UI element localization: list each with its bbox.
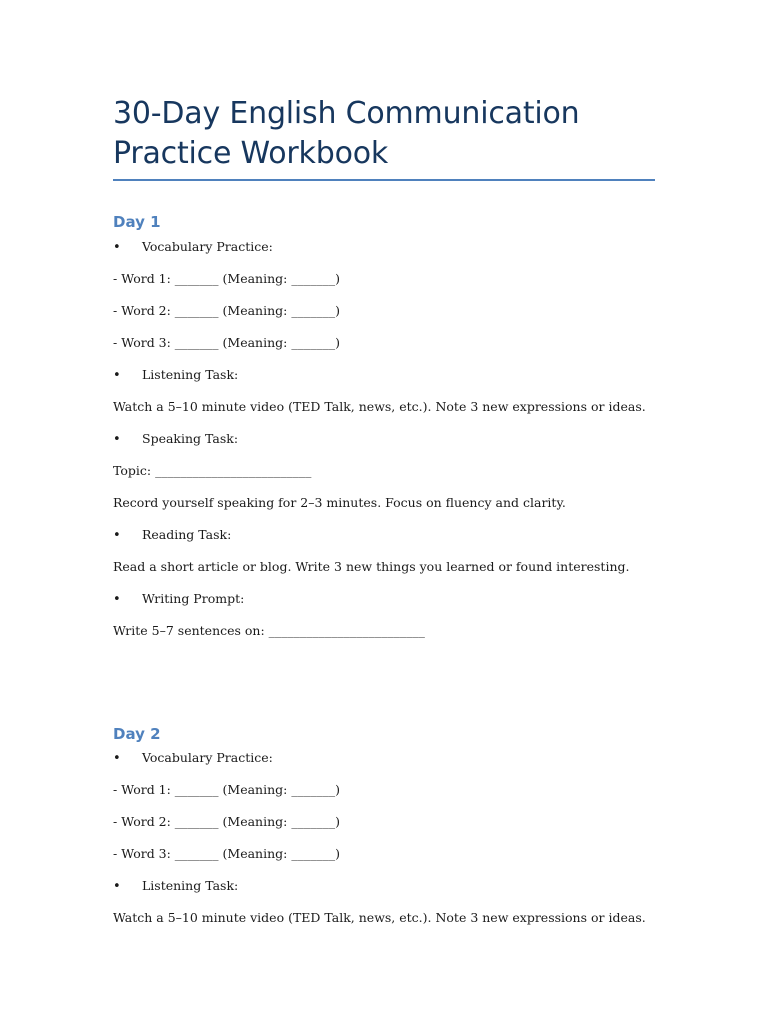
listening-label: Listening Task: bbox=[142, 878, 239, 893]
day-2-vocab-bullet bbox=[113, 750, 273, 767]
day-1-listening-text: Watch a 5–10 minute video (TED Talk, news, etc.). Note 3 new expressions or ideas. bbox=[113, 399, 646, 414]
day-1-heading: Day 1 bbox=[113, 213, 161, 231]
day-1-speaking-text: Record yourself speaking for 2–3 minutes. Focus on fluency and clarity. bbox=[113, 495, 566, 510]
day-2-listening-text: Watch a 5–10 minute video (TED Talk, news, etc.). Note 3 new expressions or ideas. bbox=[113, 910, 646, 925]
bullet-icon: • bbox=[113, 368, 121, 383]
day-1-listening-bullet bbox=[113, 367, 238, 384]
day-1-word-3: - Word 3: _______ (Meaning: _______) bbox=[113, 335, 340, 350]
day-2-listening-bullet bbox=[113, 878, 238, 895]
title-underline bbox=[113, 179, 655, 181]
speaking-label: Speaking Task: bbox=[142, 431, 239, 446]
day-1-speaking-bullet bbox=[113, 431, 238, 448]
writing-label: Writing Prompt: bbox=[142, 591, 245, 606]
day-1-writing-bullet bbox=[113, 591, 244, 608]
bullet-icon: • bbox=[113, 432, 121, 447]
vocab-label: Vocabulary Practice: bbox=[142, 239, 273, 254]
listening-label: Listening Task: bbox=[142, 367, 239, 382]
day-1-reading-bullet bbox=[113, 527, 231, 544]
day-2-word-1: - Word 1: _______ (Meaning: _______) bbox=[113, 782, 340, 797]
bullet-icon: • bbox=[113, 240, 121, 255]
day-1-reading-text: Read a short article or blog. Write 3 new things you learned or found interesting. bbox=[113, 559, 630, 574]
reading-label: Reading Task: bbox=[142, 527, 232, 542]
bullet-icon: • bbox=[113, 879, 121, 894]
vocab-label: Vocabulary Practice: bbox=[142, 750, 273, 765]
day-1-writing-text: Write 5–7 sentences on: _________________________ bbox=[113, 623, 425, 638]
day-2-heading: Day 2 bbox=[113, 725, 161, 743]
document-title: 30-Day English Communication Practice Workbook bbox=[113, 96, 580, 171]
day-1-topic-line: Topic: _________________________ bbox=[113, 463, 312, 478]
bullet-icon: • bbox=[113, 592, 121, 607]
day-1-vocab-bullet bbox=[113, 239, 273, 256]
day-1-word-2: - Word 2: _______ (Meaning: _______) bbox=[113, 303, 340, 318]
day-2-word-2: - Word 2: _______ (Meaning: _______) bbox=[113, 814, 340, 829]
day-1-word-1: - Word 1: _______ (Meaning: _______) bbox=[113, 271, 340, 286]
bullet-icon: • bbox=[113, 528, 121, 543]
day-2-word-3: - Word 3: _______ (Meaning: _______) bbox=[113, 846, 340, 861]
bullet-icon: • bbox=[113, 751, 121, 766]
